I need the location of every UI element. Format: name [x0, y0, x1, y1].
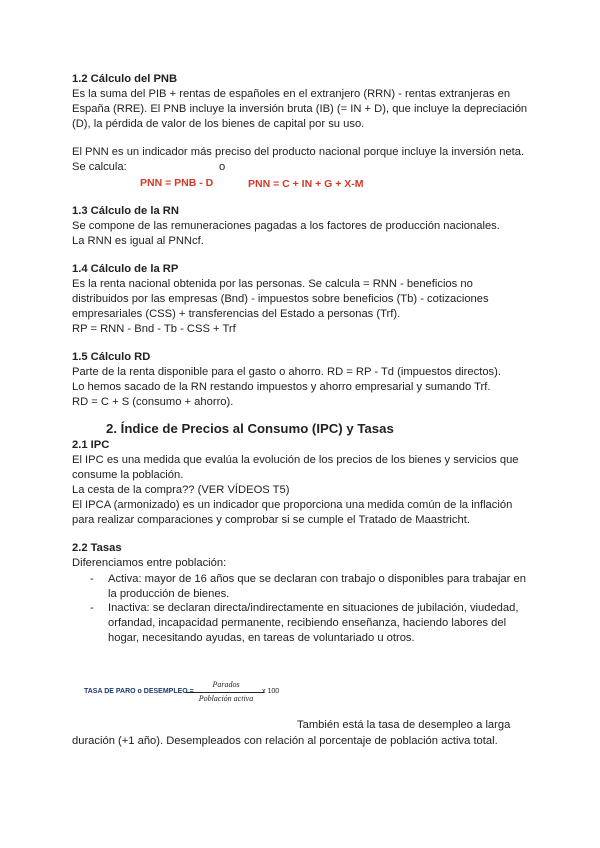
pnn-line-2: Se calcula: [72, 161, 127, 173]
s21-line-5: para realizar comparaciones y comprobar si se cumple el Tratado de Maastricht. [72, 514, 470, 526]
s15-line-2: Lo hemos sacado de la RN restando impuestos y ahorro empresarial y sumando Trf. [72, 381, 491, 393]
heading-1-3: 1.3 Cálculo de la RN [72, 205, 179, 217]
formula-times: x 100 [262, 688, 280, 695]
s22-intro: Diferenciamos entre población: [72, 557, 227, 569]
s12-line-2: España (RRE). El PNB incluye la inversión bruta (IB) (= IN + D), que incluye la depreciación [72, 103, 528, 115]
s14-line-1: Es la renta nacional obtenida por las personas. Se calcula = RNN - beneficios no [72, 278, 473, 290]
s12-line-3: (D), la pérdida de valor de los bienes de capital por su uso. [72, 118, 365, 130]
bullet-dash-2: - [90, 602, 94, 614]
s12-line-1: Es la suma del PIB + rentas de españoles en el extranjero (RRN) - rentas extranjeras en [72, 88, 511, 100]
pnn-line-1: El PNN es un indicador más preciso del producto nacional porque incluye la inversión neta. [72, 146, 525, 158]
heading-1-4: 1.4 Cálculo de la RP [72, 263, 179, 275]
heading-1-2: 1.2 Cálculo del PNB [72, 73, 178, 85]
s21-line-3: La cesta de la compra?? (VER VÍDEOS T5) [72, 484, 290, 496]
s14-line-4: RP = RNN - Bnd - Tb - CSS + Trf [72, 323, 236, 335]
formula-pnn-components: PNN = C + IN + G + X-M [248, 178, 364, 190]
s21-line-1: El IPC es una medida que evalúa la evolución de los precios de los bienes y servicios que [72, 454, 519, 466]
bullet-dash-1: - [90, 573, 94, 585]
bullet-2-line-2: orfandad, incapacidad permanente, recibiendo enseñanza, haciendo labores del [108, 617, 507, 629]
s15-line-3: RD = C + S (consumo + ahorro). [72, 396, 234, 408]
s14-line-3: empresariales (CSS) + transferencias del Estado a personas (Trf). [72, 308, 401, 320]
s13-line-1: Se compone de las remuneraciones pagadas a los factores de producción nacionales. [72, 220, 500, 232]
formula-numerator: Parados [212, 680, 240, 689]
fraction-bar [186, 692, 264, 693]
heading-1-5: 1.5 Cálculo RD [72, 351, 151, 363]
s15-line-1: Parte de la renta disponible para el gasto o ahorro. RD = RP - Td (impuestos directos). [72, 366, 501, 378]
closing-line-1: También está la tasa de desempleo a larga [297, 719, 511, 731]
s21-line-2: consume la población. [72, 469, 184, 481]
pnn-or: o [219, 161, 226, 173]
bullet-1-line-2: la producción de bienes. [108, 588, 230, 600]
s21-line-4: El IPCA (armonizado) es un indicador que proporciona una medida común de la inflación [72, 499, 513, 511]
s13-line-2: La RNN es igual al PNNcf. [72, 235, 204, 247]
formula-label: TASA DE PARO o DESEMPLEO = [84, 688, 194, 695]
heading-2-2: 2.2 Tasas [72, 542, 122, 554]
bullet-2-line-3: hogar, necesitando ayudas, en tareas de voluntariado u otros. [108, 632, 415, 644]
s14-line-2: distribuidos por las empresas (Bnd) - impuestos sobre beneficios (Tb) - cotizaciones [72, 293, 489, 305]
bullet-2-line-1: Inactiva: se declaran directa/indirectamente en situaciones de jubilación, viudedad, [108, 602, 519, 614]
formula-pnn-pnb: PNN = PNB - D [140, 177, 214, 189]
heading-2-1: 2.1 IPC [72, 439, 110, 451]
bullet-1-line-1: Activa: mayor de 16 años que se declaran con trabajo o disponibles para trabajar en [108, 573, 526, 585]
closing-line-2: duración (+1 año). Desempleados con relación al porcentaje de población activa total. [72, 735, 498, 747]
heading-2: 2. Índice de Precios al Consumo (IPC) y Tasas [106, 421, 394, 436]
formula-denominator: Población activa [198, 694, 254, 703]
